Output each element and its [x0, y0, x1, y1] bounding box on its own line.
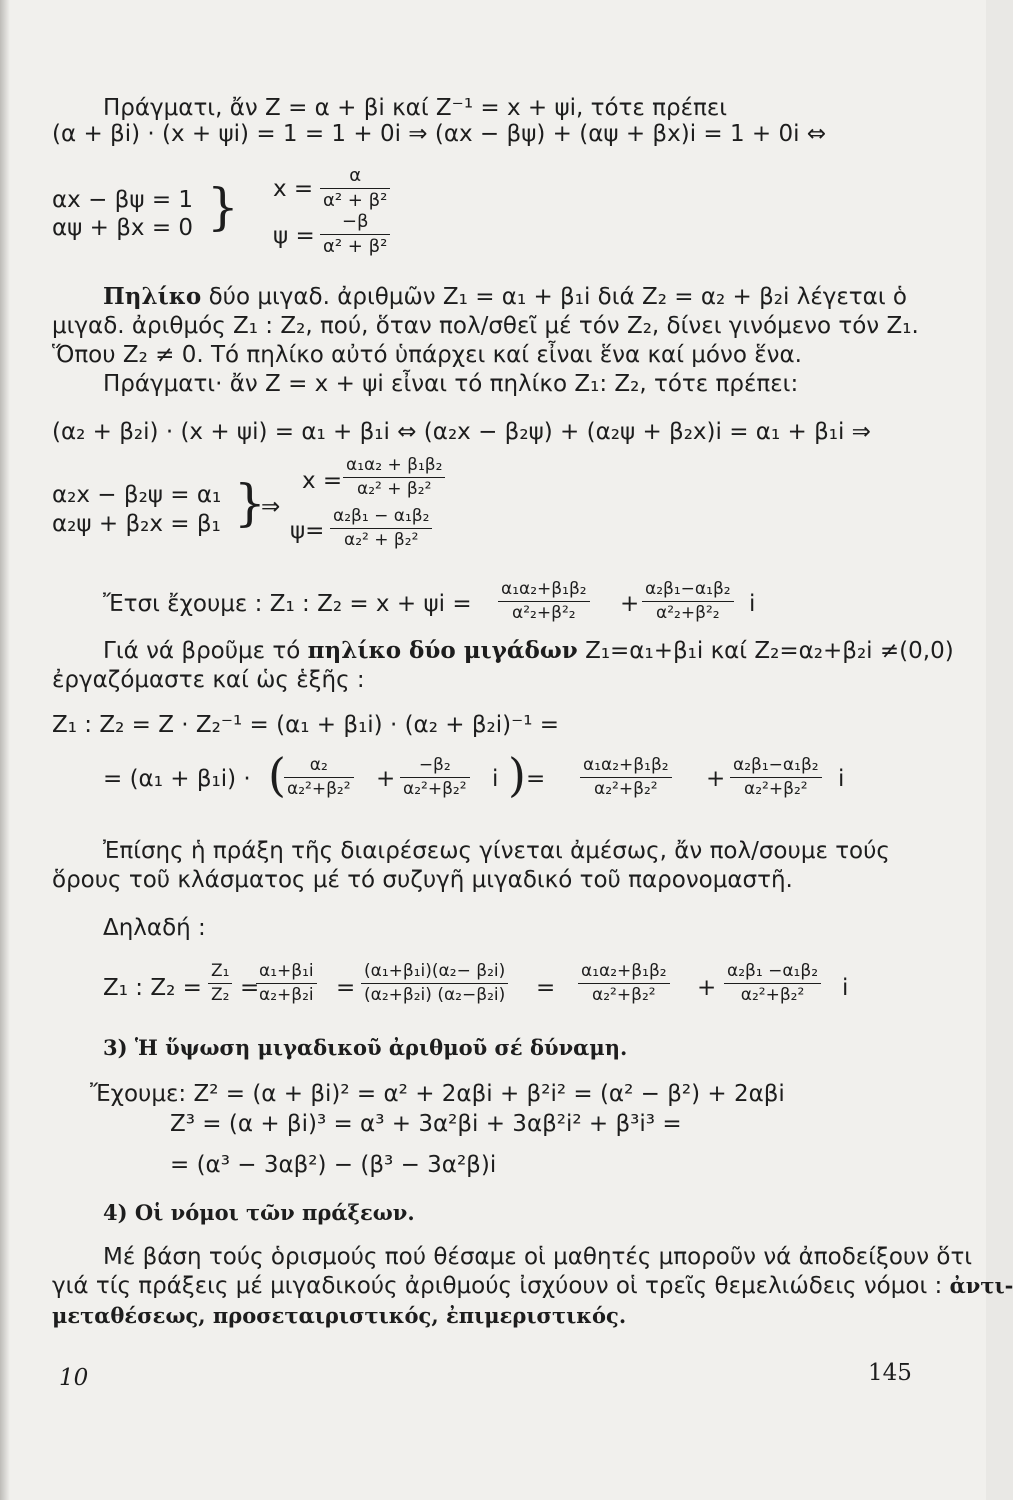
equation: = (α³ − 3αβ²) − (β³ − 3α²β)i	[170, 1152, 497, 1178]
equation: α₂x − β₂ψ = α₁	[52, 482, 222, 508]
fraction	[256, 962, 317, 1004]
numerator: α₁α₂+β₁β₂	[580, 756, 672, 778]
numerator: α₂β₁ − α₁β₂	[330, 507, 432, 529]
text-line	[103, 284, 907, 310]
fraction	[400, 756, 470, 798]
imag-unit: i	[842, 975, 849, 1001]
numerator: α₁α₂+β₁β₂	[498, 580, 590, 602]
numerator: Z₁	[208, 962, 232, 984]
right-paren: )	[508, 748, 526, 802]
denominator: α² + β²	[323, 189, 388, 211]
denominator: α₂²+β₂²	[594, 778, 658, 799]
fraction	[361, 962, 508, 1004]
fraction	[320, 166, 390, 211]
numerator: α₁α₂+β₁β₂	[578, 962, 670, 984]
fraction	[343, 456, 445, 498]
bold-term: μεταθέσεως, προσεταιριστικός, ἐπιμεριστικός.	[52, 1303, 627, 1328]
right-brace: }	[207, 178, 239, 236]
operator: +	[697, 975, 717, 1001]
equation: αx − βψ = 1	[52, 187, 194, 213]
right-brace: }	[234, 474, 266, 532]
text-span: Z₁=α₁+β₁i καί Z₂=α₂+β₂i ≠(0,0)	[585, 638, 954, 664]
numerator: α₂β₁ −α₁β₂	[724, 962, 821, 984]
binding-shadow	[0, 0, 10, 1500]
fraction	[284, 756, 354, 798]
signature-number: 10	[59, 1365, 89, 1391]
equation: Z³ = (α + βi)³ = α³ + 3α²βi + 3αβ²i² + β³i³ =	[170, 1111, 682, 1137]
equation: αψ + βx = 0	[52, 215, 194, 241]
denominator: α₂²+β₂²	[287, 778, 351, 799]
numerator: α₂β₁−α₁β₂	[642, 580, 734, 602]
text-span: γιά τίς πράξεις μέ μιγαδικούς ἀριθμούς ἰσχύουν οἱ τρεῖς θεμελιώδεις νόμοι :	[52, 1273, 943, 1299]
equation: Ἔχουμε: Z² = (α + βi)² = α² + 2αβi + β²i² = (α² − β²) + 2αβi	[90, 1081, 785, 1107]
equation: ψ =	[273, 223, 315, 249]
denominator: α₂+β₂i	[259, 984, 314, 1005]
operator: +	[706, 766, 726, 792]
denominator: α₂² + β₂²	[357, 478, 432, 499]
text-line: Ὅπου Z₂ ≠ 0. Τό πηλίκο αὐτό ὑπάρχει καί εἶναι ἕνα καί μόνο ἕνα.	[52, 342, 802, 368]
left-paren: (	[268, 748, 286, 802]
operator: =	[240, 975, 260, 1001]
denominator: α₂²+β₂²	[740, 984, 805, 1005]
denominator: α₂²+β₂²	[403, 778, 467, 799]
equation: Z₁ : Z₂ =	[103, 975, 202, 1001]
equation: = (α₁ + β₁i) ·	[103, 766, 251, 792]
fraction	[642, 580, 734, 622]
bold-term: πηλίκο δύο μιγάδων	[307, 637, 578, 664]
fraction	[724, 962, 821, 1004]
numerator: α₁α₂ + β₁β₂	[343, 456, 445, 478]
text-line: ὅρους τοῦ κλάσματος μέ τό συζυγῆ μιγαδικό τοῦ παρονομαστῆ.	[52, 867, 793, 893]
text-line: (α₂ + β₂i) · (x + ψi) = α₁ + β₁i ⇔ (α₂x − β₂ψ) + (α₂ψ + β₂x)i = α₁ + β₁i ⇒	[52, 419, 871, 445]
text-line: ἐργαζόμαστε καί ὡς ἑξῆς :	[52, 667, 365, 693]
equation: x =	[302, 468, 343, 494]
numerator: −β₂	[400, 756, 470, 778]
denominator: α₂² + β₂²	[344, 529, 419, 550]
numerator: α₁+β₁i	[256, 962, 317, 984]
fraction	[730, 756, 822, 798]
operator: +	[620, 591, 640, 617]
denominator: (α₂+β₂i) (α₂−β₂i)	[364, 984, 506, 1005]
operator: +	[376, 766, 396, 792]
fraction	[580, 756, 672, 798]
section-heading: 3) Ἡ ὕψωση μιγαδικοῦ ἀριθμοῦ σέ δύναμη.	[103, 1035, 628, 1060]
imag-unit: i	[838, 766, 845, 792]
equation: Z₁ : Z₂ = Z · Z₂⁻¹ = (α₁ + β₁i) · (α₂ + β₂i)⁻¹ =	[52, 712, 560, 738]
fraction	[578, 962, 670, 1004]
equation: x =	[273, 176, 314, 202]
text-span: Γιά νά βροῦμε τό	[103, 638, 301, 664]
denominator: α₂²+β₂²	[744, 778, 808, 799]
imag-unit: i	[749, 591, 756, 617]
text-line: μιγαδ. ἀριθμός Z₁ : Z₂, πού, ὅταν πολ/σθεῖ μέ τόν Z₂, δίνει γινόμενο τόν Z₁.	[52, 313, 919, 339]
numerator: (α₁+β₁i)(α₂− β₂i)	[361, 962, 508, 984]
operator: =	[536, 975, 556, 1001]
denominator: α₂²+β₂²	[592, 984, 656, 1005]
denominator: α² + β²	[323, 235, 388, 257]
text-line: (α + βi) · (x + ψi) = 1 = 1 + 0i ⇒ (αx − βψ) + (αψ + βx)i = 1 + 0i ⇔	[52, 121, 827, 147]
numerator: α	[320, 166, 390, 189]
text-line: Δηλαδή :	[103, 915, 206, 941]
text-line	[103, 638, 954, 664]
equation: α₂ψ + β₂x = β₁	[52, 511, 221, 537]
arrow: ⇒	[261, 494, 281, 520]
denominator: α²₂+β²₂	[656, 602, 720, 623]
text-span: δύο μιγαδ. ἀριθμῶν Z₁ = α₁ + β₁i διά Z₂ = α₂ + β₂i λέγεται ὁ	[208, 284, 907, 310]
fraction	[330, 507, 432, 549]
text-line	[52, 1273, 1013, 1299]
denominator: Z₂	[211, 984, 230, 1005]
text-line: Πράγματι· ἄν Z = x + ψi εἶναι τό πηλίκο Z₁: Z₂, τότε πρέπει:	[103, 371, 799, 397]
operator: =	[336, 975, 356, 1001]
text-line: Πράγματι, ἄν Z = α + βi καί Z⁻¹ = x + ψi, τότε πρέπει	[103, 95, 728, 121]
denominator: α²₂+β²₂	[512, 602, 576, 623]
bold-term: Πηλίκο	[103, 283, 202, 310]
fraction	[320, 212, 390, 257]
equation: ψ=	[290, 518, 325, 544]
numerator: α₂β₁−α₁β₂	[730, 756, 822, 778]
imag-unit: i	[492, 766, 499, 792]
equation: Ἔτσι ἔχουμε : Z₁ : Z₂ = x + ψi =	[103, 591, 472, 617]
numerator: −β	[320, 212, 390, 235]
section-heading: 4) Οἱ νόμοι τῶν πράξεων.	[103, 1200, 415, 1225]
text-line: Ἐπίσης ἡ πράξη τῆς διαιρέσεως γίνεται ἀμέσως, ἄν πολ/σουμε τούς	[103, 838, 890, 864]
fraction	[498, 580, 590, 622]
operator: =	[526, 766, 546, 792]
fraction	[208, 962, 232, 1004]
bold-term: ἀντι-	[949, 1273, 1013, 1298]
numerator: α₂	[284, 756, 354, 778]
text-line: Μέ βάση τούς ὁρισμούς πού θέσαμε οἱ μαθητές μποροῦν νά ἀποδείξουν ὅτι	[103, 1244, 973, 1270]
page-number: 145	[868, 1360, 912, 1386]
